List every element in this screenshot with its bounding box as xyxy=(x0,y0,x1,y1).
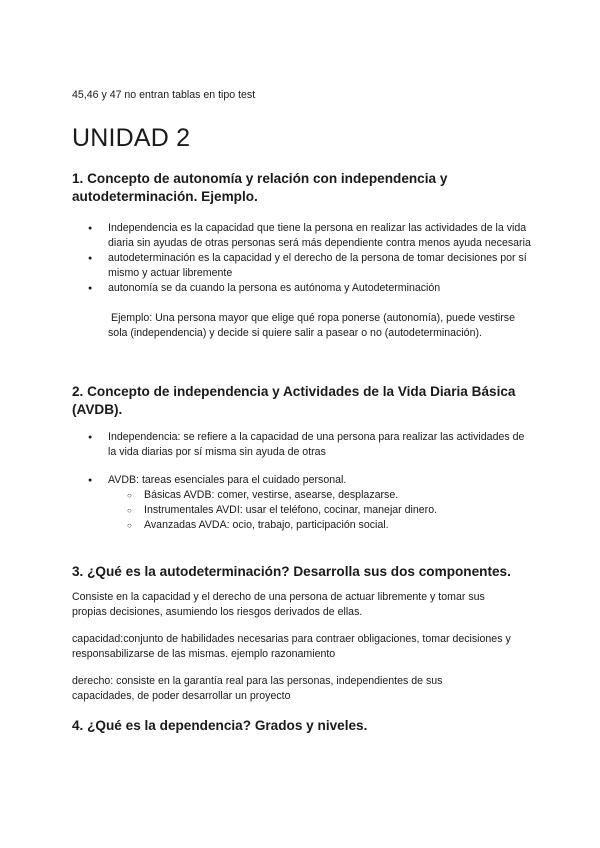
section-1-example: Ejemplo: Una persona mayor que elige qué ropa ponerse (autonomía), puede vestirse sola (independencia) y decide si quiere salir a pasear o no (autodeterminación). xyxy=(108,312,515,339)
list-item-text: autonomía se da cuando la persona es autónoma y Autodeterminación xyxy=(108,282,441,294)
list-item: ● Independencia: se refiere a la capacidad de una persona para realizar las actividades de la vida diarias por sí misma sin ayuda de otras xyxy=(72,430,532,460)
section-3-paragraph-capacidad: capacidad:conjunto de habilidades necesarias para contraer obligaciones, tomar decisiones y responsabilizarse de las mismas. ejemplo razonamiento xyxy=(72,633,511,660)
unit-title: UNIDAD 2 xyxy=(72,124,191,152)
list-item: ● AVDB: tareas esenciales para el cuidado personal. xyxy=(72,473,532,488)
section-3-paragraph-definition: Consiste en la capacidad y el derecho de una persona de actuar libremente y tomar sus propias decisiones, asumiendo los riesgos derivados de ellas. xyxy=(72,591,485,618)
list-item: ● Independencia es la capacidad que tiene la persona en realizar las actividades de la vida diaria sin ayudas de otras personas será más dependiente contra menos ayuda necesaria xyxy=(72,221,532,251)
sub-list-item: ○ Básicas AVDB: comer, vestirse, asearse, desplazarse. xyxy=(72,488,532,503)
section-2-heading: 2. Concepto de independencia y Actividades de la Vida Diaria Básica (AVDB). xyxy=(72,384,516,417)
section-1-list xyxy=(72,221,532,296)
section-4-heading: 4. ¿Qué es la dependencia? Grados y niveles. xyxy=(72,718,368,733)
sub-list-item: ○ Instrumentales AVDI: usar el teléfono, cocinar, manejar dinero. xyxy=(72,503,532,518)
header-note: 45,46 y 47 no entran tablas en tipo test xyxy=(72,89,256,101)
section-3-paragraph-derecho: derecho: consiste en la garantía real para las personas, independientes de sus capacidades, de poder desarrollar un proyecto xyxy=(72,675,443,702)
section-1-heading: 1. Concepto de autonomía y relación con independencia y autodeterminación. Ejemplo. xyxy=(72,171,448,204)
section-3-heading: 3. ¿Qué es la autodeterminación? Desarrolla sus dos componentes. xyxy=(72,564,511,579)
sub-list-item: ○ Avanzadas AVDA: ocio, trabajo, participación social. xyxy=(72,518,532,533)
section-2-list-b xyxy=(72,473,532,533)
list-item: ● autodeterminación es la capacidad y el derecho de la persona de tomar decisiones por sí mismo y actuar libremente xyxy=(72,251,532,281)
section-2-list-a xyxy=(72,430,532,460)
list-item xyxy=(72,281,532,296)
